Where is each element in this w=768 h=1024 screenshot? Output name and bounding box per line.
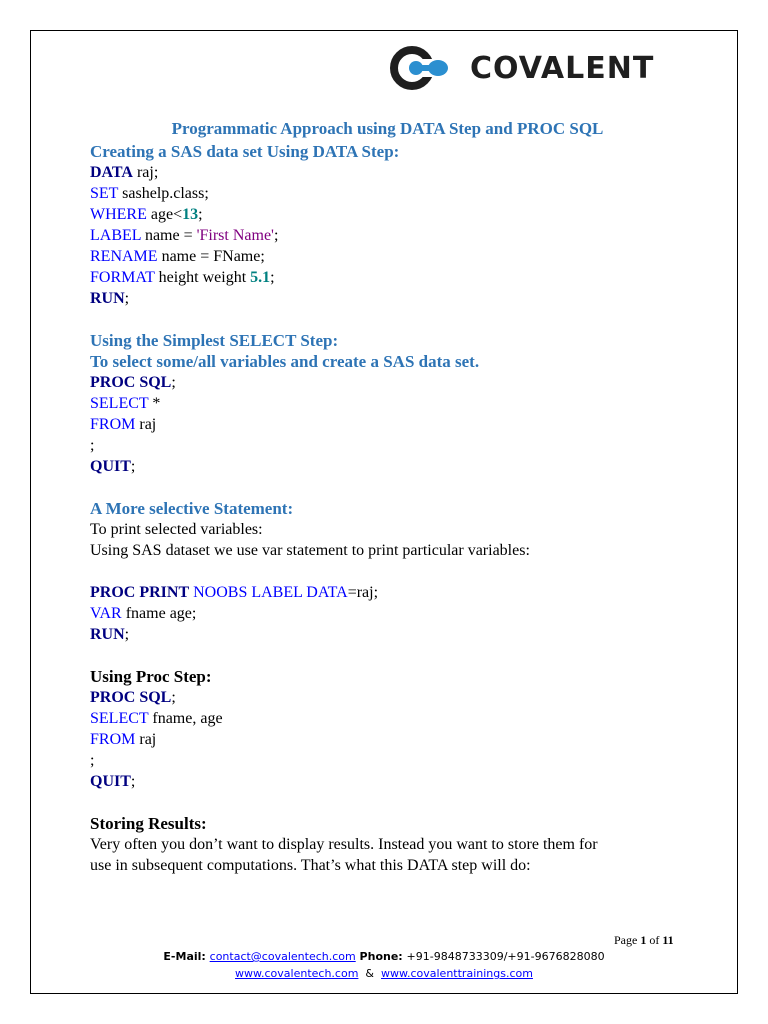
document-body <box>90 118 690 876</box>
section-heading-proc-step: Using Proc Step: <box>90 667 212 686</box>
website-link-covalenttrainings[interactable]: www.covalenttrainings.com <box>381 967 533 980</box>
code-line: ; <box>90 437 95 454</box>
section-heading-selective: A More selective Statement: <box>90 499 294 518</box>
code-line: QUIT; <box>90 773 136 790</box>
code-line: DATA raj; <box>90 164 159 181</box>
phone-number: +91-9848733309/+91-9676828080 <box>406 950 605 963</box>
website-link-covalentech[interactable]: www.covalentech.com <box>235 967 359 980</box>
logo-text: COVALENT <box>470 50 655 86</box>
code-line: FROM raj <box>90 731 157 748</box>
code-line: FORMAT height weight 5.1; <box>90 269 275 286</box>
code-line: RENAME name = FName; <box>90 248 265 265</box>
code-line: QUIT; <box>90 458 136 475</box>
footer-websites: www.covalentech.com & www.covalenttrainings.com <box>235 967 533 980</box>
body-text: Very often you don’t want to display results. Instead you want to store them for <box>90 836 598 853</box>
code-line: VAR fname age; <box>90 605 197 622</box>
body-text: To print selected variables: <box>90 521 263 538</box>
code-line: RUN; <box>90 626 130 643</box>
section-heading-data-step: Creating a SAS data set Using DATA Step: <box>90 142 400 161</box>
email-link[interactable]: contact@covalentech.com <box>209 950 356 963</box>
code-line: PROC SQL; <box>90 689 176 706</box>
section-heading-select: Using the Simplest SELECT Step: <box>90 331 339 350</box>
body-text: Using SAS dataset we use var statement to print particular variables: <box>90 542 530 559</box>
code-line: PROC SQL; <box>90 374 176 391</box>
section-subheading-select: To select some/all variables and create a SAS data set. <box>90 352 480 371</box>
code-line: WHERE age<13; <box>90 206 203 223</box>
code-line: SELECT * <box>90 395 161 412</box>
code-line: RUN; <box>90 290 130 307</box>
page-title: Programmatic Approach using DATA Step and PROC SQL <box>171 119 604 138</box>
code-line: FROM raj <box>90 416 157 433</box>
code-line: LABEL name = 'First Name'; <box>90 227 279 244</box>
code-line: PROC PRINT NOOBS LABEL DATA=raj; <box>90 584 379 601</box>
body-text: use in subsequent computations. That’s what this DATA step will do: <box>90 857 531 874</box>
page-number: Page 1 of 11 <box>614 933 674 947</box>
code-line: SET sashelp.class; <box>90 185 209 202</box>
code-line: SELECT fname, age <box>90 710 223 727</box>
footer-contact: E-Mail: contact@covalentech.com Phone: +91-9848733309/+91-9676828080 <box>163 950 605 963</box>
section-heading-storing: Storing Results: <box>90 814 207 833</box>
covalent-logo-icon <box>390 44 466 92</box>
code-line: ; <box>90 752 95 769</box>
covalent-logo <box>390 44 654 92</box>
